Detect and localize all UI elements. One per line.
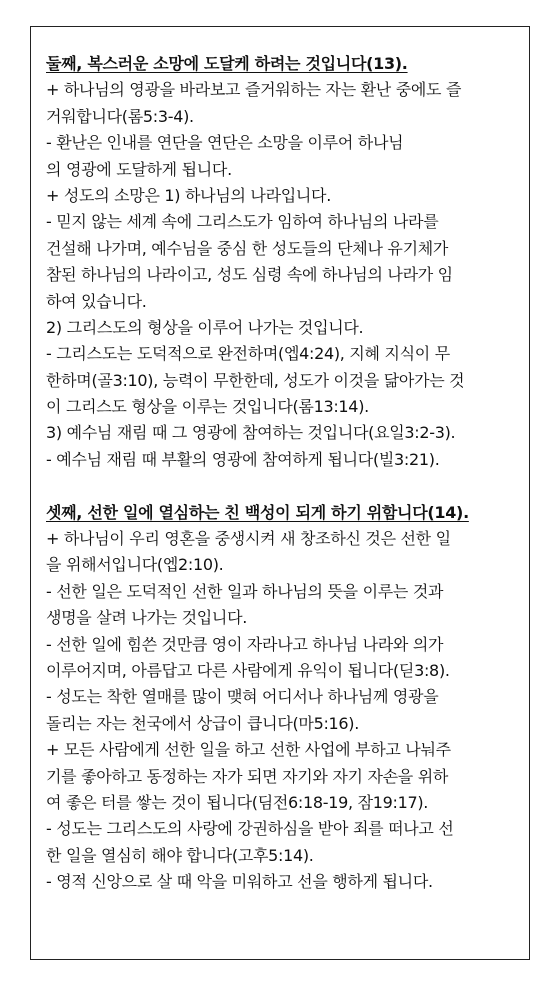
- text-line: 의 영광에 도달하게 됩니다.: [46, 159, 232, 179]
- text-line: 을 위해서입니다(엡2:10).: [46, 555, 224, 575]
- text-line: + 성도의 소망은 1) 하나님의 나라입니다.: [46, 185, 331, 205]
- text-line: 이 그리스도 형상을 이루는 것입니다(롬13:14).: [46, 397, 369, 417]
- text-line: 하여 있습니다.: [46, 291, 147, 311]
- section-second: [46, 51, 516, 473]
- text-line: + 모든 사람에게 선한 일을 하고 선한 사업에 부하고 나눠주: [46, 740, 451, 760]
- text-line: 이루어지며, 아름답고 다른 사람에게 유익이 됩니다(딛3:8).: [46, 660, 450, 680]
- text-line: - 믿지 않는 세계 속에 그리스도가 임하여 하나님의 나라를: [46, 212, 439, 232]
- text-line: - 선한 일에 힘쓴 것만큼 영이 자라나고 하나님 나라와 의가: [46, 634, 444, 654]
- text-line: 기를 좋아하고 동정하는 자가 되면 자기와 자기 자손을 위하: [46, 766, 449, 786]
- text-line: - 그리스도는 도덕적으로 완전하며(엡4:24), 지혜 지식이 무: [46, 344, 450, 364]
- text-line: - 영적 신앙으로 살 때 악을 미워하고 선을 행하게 됩니다.: [46, 872, 433, 892]
- text-line: 여 좋은 터를 쌓는 것이 됩니다(딤전6:18-19, 잠19:17).: [46, 792, 429, 812]
- text-line: 참된 하나님의 나라이고, 성도 심령 속에 하나님의 나라가 임: [46, 265, 453, 285]
- text-line: 돌리는 자는 천국에서 상급이 큽니다(마5:16).: [46, 713, 360, 733]
- text-line: 한 일을 열심히 해야 합니다(고후5:14).: [46, 845, 314, 865]
- section-heading: 둘째, 복스러운 소망에 도달케 하려는 것입니다(13).: [46, 54, 408, 73]
- section-heading: 셋째, 선한 일에 열심하는 친 백성이 되게 하기 위함니다(14).: [46, 502, 469, 522]
- text-line: 3) 예수님 재림 때 그 영광에 참여하는 것입니다(요일3:2-3).: [46, 423, 456, 443]
- text-line: 생명을 살려 나가는 것입니다.: [46, 608, 248, 628]
- text-line: - 환난은 인내를 연단을 연단은 소망을 이루어 하나님: [46, 133, 404, 153]
- text-line: + 하나님이 우리 영혼을 중생시켜 새 창조하신 것은 선한 일: [46, 529, 451, 549]
- text-line: 한하며(골3:10), 능력이 무한한데, 성도가 이것을 닮아가는 것: [46, 370, 465, 390]
- text-line: - 예수님 재림 때 부활의 영광에 참여하게 됩니다(빌3:21).: [46, 449, 440, 469]
- text-line: - 선한 일은 도덕적인 선한 일과 하나님의 뜻을 이루는 것과: [46, 581, 444, 601]
- text-line: - 성도는 착한 열매를 많이 맺혀 어디서나 하나님께 영광을: [46, 687, 439, 707]
- section-spacer: [46, 473, 516, 499]
- text-line: + 하나님의 영광을 바라보고 즐거워하는 자는 환난 중에도 즐: [46, 80, 462, 100]
- text-line: 건설해 나가며, 예수님을 중심 한 성도들의 단체나 유기체가: [46, 238, 449, 258]
- text-line: 거워합니다(롬5:3-4).: [46, 106, 194, 126]
- document-body: [46, 51, 516, 896]
- text-line: 2) 그리스도의 형상을 이루어 나가는 것입니다.: [46, 317, 364, 337]
- text-line: - 성도는 그리스도의 사랑에 강권하심을 받아 죄를 떠나고 선: [46, 819, 454, 839]
- section-third: [46, 500, 516, 896]
